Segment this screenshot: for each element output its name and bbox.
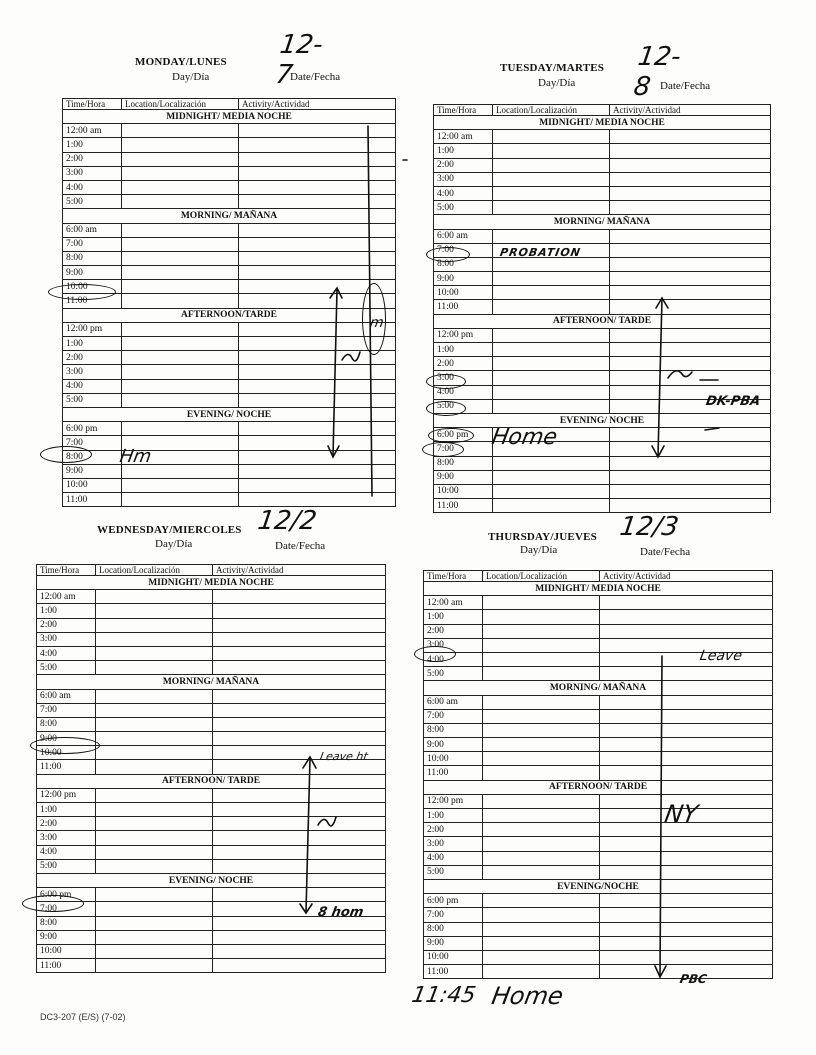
date-label: Date/Fecha xyxy=(275,540,326,552)
time-cell: 2:00 xyxy=(424,823,483,837)
note-wednesday-hours: 8 hom xyxy=(316,905,365,920)
time-cell: 4:00 xyxy=(424,652,483,666)
time-cell: 7:00 xyxy=(63,436,122,450)
bottom-note-text: Home xyxy=(489,982,566,1010)
time-cell: 4:00 xyxy=(37,845,96,859)
time-cell: 2:00 xyxy=(434,158,493,172)
time-cell: 7:00 xyxy=(37,902,96,916)
date-label: Date/Fecha xyxy=(290,71,341,83)
time-cell: 11:00 xyxy=(424,965,483,979)
col-header-time: Time/Hora xyxy=(434,105,493,116)
time-cell: 7:00 xyxy=(424,908,483,922)
time-cell: 4:00 xyxy=(63,180,122,194)
time-cell: 10:00 xyxy=(37,746,96,760)
time-cell: 5:00 xyxy=(424,667,483,681)
section-heading: AFTERNOON/ TARDE xyxy=(434,314,771,328)
time-cell: 2:00 xyxy=(37,817,96,831)
time-cell: 1:00 xyxy=(434,343,493,357)
day-name-tuesday: TUESDAY/MARTES xyxy=(500,62,605,74)
time-cell: 3:00 xyxy=(424,837,483,851)
time-cell: 1:00 xyxy=(37,803,96,817)
time-cell: 10:00 xyxy=(63,280,122,294)
time-cell: 9:00 xyxy=(37,930,96,944)
time-cell: 3:00 xyxy=(424,638,483,652)
col-header-location: Location/Localización xyxy=(483,571,600,582)
time-cell: 6:00 pm xyxy=(63,422,122,436)
time-cell: 5:00 xyxy=(37,859,96,873)
day-name-monday: MONDAY/LUNES xyxy=(135,56,227,68)
time-cell: 7:00 xyxy=(424,709,483,723)
note-monday-side: m xyxy=(368,315,386,331)
note-wednesday-leave: Leave ht xyxy=(318,750,369,763)
time-cell: 12:00 pm xyxy=(37,788,96,802)
section-heading: MORNING/ MAÑANA xyxy=(63,209,396,223)
col-header-location: Location/Localización xyxy=(493,105,610,116)
time-cell: 2:00 xyxy=(63,351,122,365)
time-cell: 6:00 am xyxy=(37,689,96,703)
time-cell: 10:00 xyxy=(63,478,122,492)
time-cell: 3:00 xyxy=(434,371,493,385)
note-tuesday-probation: PROBATION xyxy=(498,246,583,259)
time-cell: 6:00 pm xyxy=(37,888,96,902)
note-tuesday-home: Home xyxy=(489,425,560,450)
date-value-thursday: 12/3 xyxy=(617,512,681,542)
time-cell: 1:00 xyxy=(63,138,122,152)
time-cell: 4:00 xyxy=(424,851,483,865)
time-cell: 7:00 xyxy=(434,243,493,257)
time-cell: 8:00 xyxy=(63,450,122,464)
form-code: DC3-207 (E/S) (7-02) xyxy=(40,1012,126,1022)
section-heading: EVENING/ NOCHE xyxy=(434,413,771,427)
time-cell: 9:00 xyxy=(434,272,493,286)
bottom-note-time: 11:45 xyxy=(409,983,478,1008)
time-cell: 8:00 xyxy=(37,717,96,731)
time-cell: 9:00 xyxy=(424,738,483,752)
col-header-activity: Activity/Actividad xyxy=(239,99,396,110)
time-cell: 6:00 am xyxy=(424,695,483,709)
section-heading: MORNING/ MAÑANA xyxy=(424,681,773,695)
day-name-wednesday: WEDNESDAY/MIERCOLES xyxy=(97,524,242,536)
section-heading: MORNING/ MAÑANA xyxy=(37,675,386,689)
time-cell: 4:00 xyxy=(434,186,493,200)
date-label: Date/Fecha xyxy=(640,546,691,558)
time-cell: 2:00 xyxy=(434,357,493,371)
time-cell: 3:00 xyxy=(63,365,122,379)
time-cell: 1:00 xyxy=(63,337,122,351)
note-thursday-leave: Leave xyxy=(698,648,744,664)
day-label: Day/Día xyxy=(538,77,576,89)
note-tuesday-dk-pba: DK-PBA xyxy=(704,394,762,409)
time-cell: 8:00 xyxy=(424,723,483,737)
date-value-wednesday: 12/2 xyxy=(255,506,319,536)
time-cell: 8:00 xyxy=(37,916,96,930)
col-header-activity: Activity/Actividad xyxy=(610,105,771,116)
time-cell: 10:00 xyxy=(37,944,96,958)
time-cell: 8:00 xyxy=(424,922,483,936)
col-header-location: Location/Localización xyxy=(96,565,213,576)
time-cell: 5:00 xyxy=(434,201,493,215)
time-cell: 1:00 xyxy=(434,144,493,158)
time-cell: 10:00 xyxy=(424,950,483,964)
note-thursday-pbc: PBC xyxy=(678,972,708,986)
col-header-time: Time/Hora xyxy=(424,571,483,582)
date-value-monday: 12-7 xyxy=(273,30,325,90)
time-cell: 12:00 pm xyxy=(63,322,122,336)
time-cell: 9:00 xyxy=(37,732,96,746)
col-header-time: Time/Hora xyxy=(37,565,96,576)
time-cell: 5:00 xyxy=(424,865,483,879)
section-heading: AFTERNOON/TARDE xyxy=(63,308,396,322)
col-header-activity: Activity/Actividad xyxy=(600,571,773,582)
day-name-thursday: THURSDAY/JUEVES xyxy=(488,531,597,543)
day-label: Day/Día xyxy=(520,544,558,556)
time-cell: 11:00 xyxy=(424,766,483,780)
section-heading: EVENING/NOCHE xyxy=(424,879,773,893)
time-cell: 6:00 am xyxy=(434,229,493,243)
time-cell: 12:00 am xyxy=(424,596,483,610)
time-cell: 12:00 pm xyxy=(434,328,493,342)
time-cell: 3:00 xyxy=(37,831,96,845)
time-cell: 2:00 xyxy=(63,152,122,166)
col-header-location: Location/Localización xyxy=(122,99,239,110)
time-cell: 11:00 xyxy=(37,760,96,774)
date-label: Date/Fecha xyxy=(660,80,711,92)
time-cell: 8:00 xyxy=(434,456,493,470)
col-header-activity: Activity/Actividad xyxy=(213,565,386,576)
time-cell: 12:00 am xyxy=(434,130,493,144)
section-heading: MIDNIGHT/ MEDIA NOCHE xyxy=(434,116,771,130)
time-cell: 4:00 xyxy=(434,385,493,399)
time-cell: 11:00 xyxy=(434,300,493,314)
day-label: Day/Día xyxy=(155,538,193,550)
time-cell: 5:00 xyxy=(37,661,96,675)
time-cell: 1:00 xyxy=(37,604,96,618)
time-cell: 9:00 xyxy=(424,936,483,950)
section-heading: MIDNIGHT/ MEDIA NOCHE xyxy=(424,582,773,596)
time-cell: 9:00 xyxy=(434,470,493,484)
time-cell: 8:00 xyxy=(63,251,122,265)
time-cell: 3:00 xyxy=(37,632,96,646)
time-cell: 4:00 xyxy=(63,379,122,393)
section-heading: MIDNIGHT/ MEDIA NOCHE xyxy=(63,110,396,124)
day-label: Day/Día xyxy=(172,71,210,83)
time-cell: 5:00 xyxy=(434,399,493,413)
time-cell: 7:00 xyxy=(63,237,122,251)
time-cell: 10:00 xyxy=(424,752,483,766)
time-cell: 12:00 pm xyxy=(424,794,483,808)
note-thursday-ny: NY xyxy=(662,800,701,828)
section-heading: EVENING/ NOCHE xyxy=(63,407,396,421)
section-heading: MORNING/ MAÑANA xyxy=(434,215,771,229)
section-heading: AFTERNOON/ TARDE xyxy=(37,774,386,788)
time-cell: 3:00 xyxy=(434,172,493,186)
time-cell: 10:00 xyxy=(434,286,493,300)
time-cell: 6:00 am xyxy=(63,223,122,237)
time-cell: 2:00 xyxy=(37,618,96,632)
time-cell: 9:00 xyxy=(63,266,122,280)
time-cell: 6:00 pm xyxy=(424,894,483,908)
time-cell: 4:00 xyxy=(37,646,96,660)
section-heading: EVENING/ NOCHE xyxy=(37,873,386,887)
time-cell: 12:00 am xyxy=(37,590,96,604)
time-cell: 11:00 xyxy=(434,499,493,513)
time-cell: 1:00 xyxy=(424,610,483,624)
time-cell: 7:00 xyxy=(434,442,493,456)
note-monday-hm: Hm xyxy=(118,446,153,467)
time-cell: 11:00 xyxy=(63,294,122,308)
time-cell: 5:00 xyxy=(63,393,122,407)
time-cell: 11:00 xyxy=(37,959,96,973)
time-cell: 1:00 xyxy=(424,809,483,823)
time-cell: 8:00 xyxy=(434,257,493,271)
time-cell: 5:00 xyxy=(63,195,122,209)
time-cell: 12:00 am xyxy=(63,124,122,138)
col-header-time: Time/Hora xyxy=(63,99,122,110)
time-cell: 2:00 xyxy=(424,624,483,638)
time-cell: 7:00 xyxy=(37,703,96,717)
section-heading: MIDNIGHT/ MEDIA NOCHE xyxy=(37,576,386,590)
time-cell: 11:00 xyxy=(63,493,122,507)
section-heading: AFTERNOON/ TARDE xyxy=(424,780,773,794)
date-value-tuesday: 12-8 xyxy=(631,42,683,102)
time-cell: 6:00 pm xyxy=(434,428,493,442)
time-cell: 10:00 xyxy=(434,484,493,498)
time-cell: 9:00 xyxy=(63,464,122,478)
time-cell: 3:00 xyxy=(63,166,122,180)
